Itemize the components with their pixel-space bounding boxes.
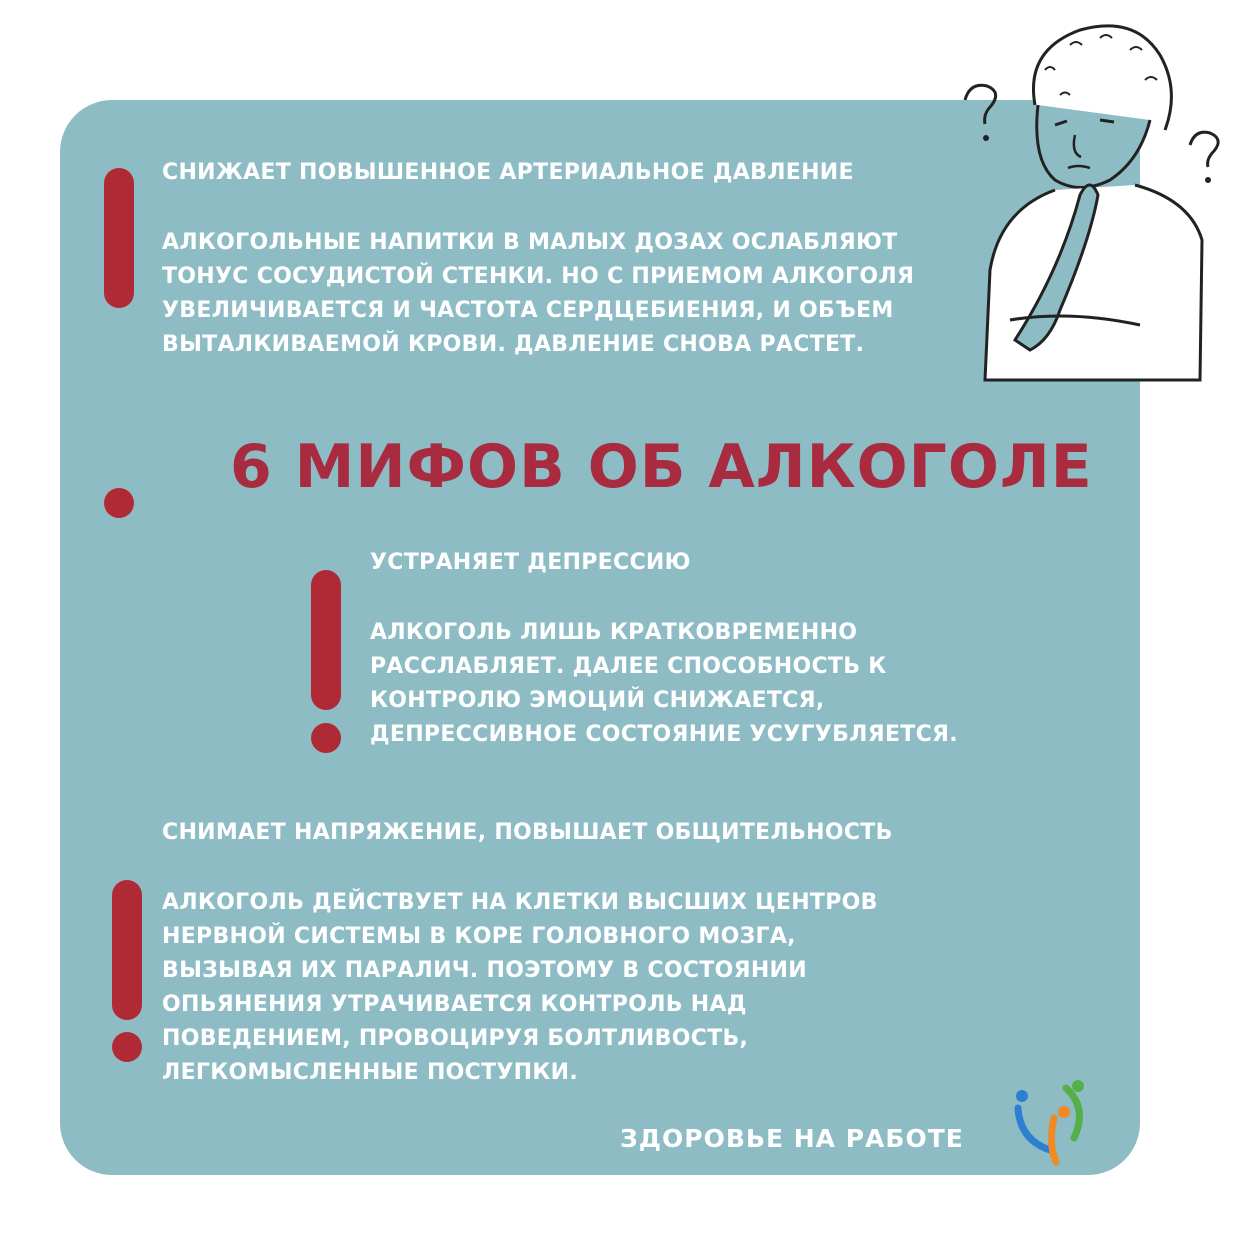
myth-heading: СНИМАЕТ НАПРЯЖЕНИЕ, ПОВЫШАЕТ ОБЩИТЕЛЬНОСТЬ (162, 820, 893, 845)
brand-name: ЗДОРОВЬЕ НА РАБОТЕ (620, 1124, 964, 1153)
thinking-person-illustration (940, 10, 1240, 390)
page-title: 6 МИФОВ ОБ АЛКОГОЛЕ (230, 432, 1093, 502)
myth-block-2 (370, 548, 958, 752)
myth-heading: УСТРАНЯЕТ ДЕПРЕССИЮ (370, 550, 691, 575)
myth-block-1 (162, 158, 914, 362)
myth-body: АЛКОГОЛЬ ДЕЙСТВУЕТ НА КЛЕТКИ ВЫСШИХ ЦЕНТРОВ НЕРВНОЙ СИСТЕМЫ В КОРЕ ГОЛОВНОГО МОЗГА, ВЫЗЫВАЯ ИХ ПАРАЛИЧ. ПОЭТОМУ В СОСТОЯНИИ ОПЬЯНЕНИЯ УТРАЧИВАЕТСЯ КОНТРОЛЬ НАД ПОВЕДЕНИЕМ, ПРОВОЦИРУЯ БОЛТЛИВОСТЬ, ЛЕГКОМЫСЛЕННЫЕ ПОСТУПКИ. (162, 890, 878, 1085)
myth-body: АЛКОГОЛЬ ЛИШЬ КРАТКОВРЕМЕННО РАССЛАБЛЯЕТ. ДАЛЕЕ СПОСОБНОСТЬ К КОНТРОЛЮ ЭМОЦИЙ СНИЖАЕТСЯ, ДЕПРЕССИВНОЕ СОСТОЯНИЕ УСУГУБЛЯЕТСЯ. (370, 620, 958, 747)
myth-body: АЛКОГОЛЬНЫЕ НАПИТКИ В МАЛЫХ ДОЗАХ ОСЛАБЛЯЮТ ТОНУС СОСУДИСТОЙ СТЕНКИ. НО С ПРИЕМОМ АЛКОГОЛЯ УВЕЛИЧИВАЕТСЯ И ЧАСТОТА СЕРДЦЕБИЕНИЯ, И ОБЪЕМ ВЫТАЛКИВАЕМОЙ КРОВИ. ДАВЛЕНИЕ СНОВА РАСТЕТ. (162, 230, 915, 357)
myth-heading: СНИЖАЕТ ПОВЫШЕННОЕ АРТЕРИАЛЬНОЕ ДАВЛЕНИЕ (162, 160, 854, 185)
myth-block-3 (162, 818, 893, 1090)
brand-logo-icon (1008, 1078, 1098, 1168)
